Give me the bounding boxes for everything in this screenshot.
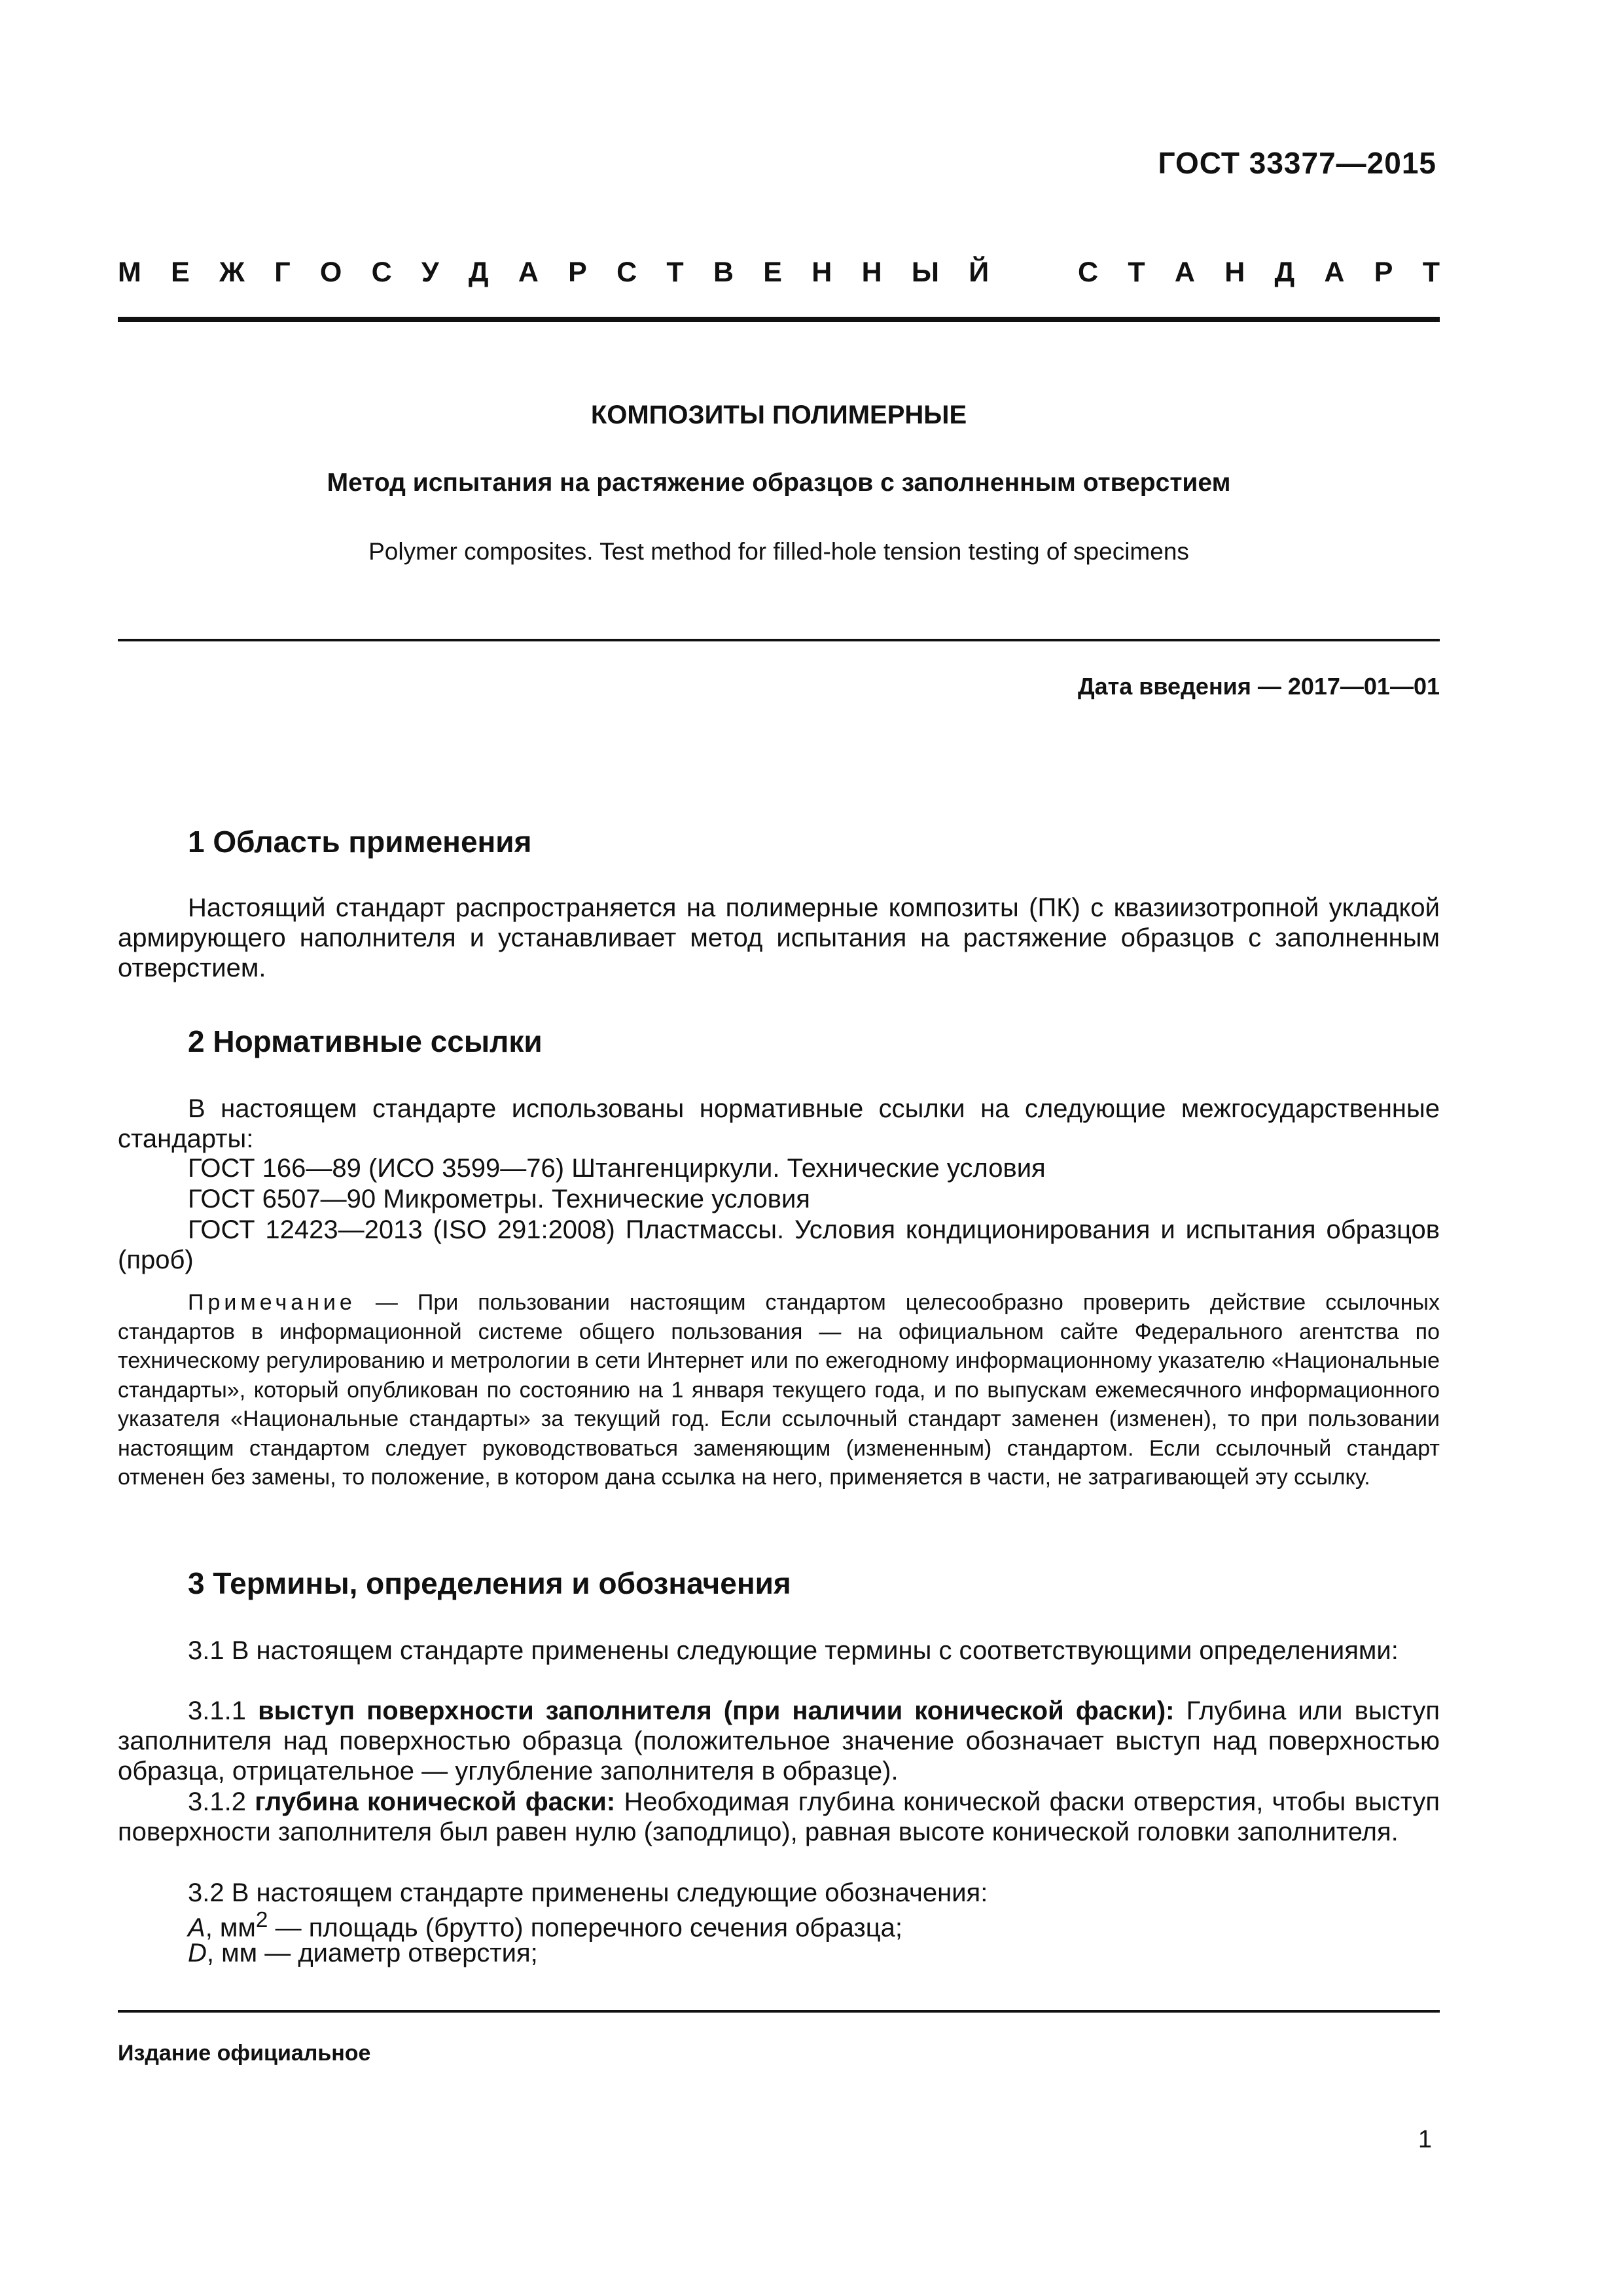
- term: глубина конической фаски:: [255, 1787, 616, 1816]
- section-3-heading: 3 Термины, определения и обозначения: [188, 1566, 791, 1600]
- document-kind-letter: Т: [666, 257, 684, 288]
- document-kind-letter: Т: [1128, 257, 1145, 288]
- document-kind-letter: Е: [763, 257, 782, 288]
- clause-3-2: 3.2 В настоящем стандарте применены следующие обозначения:: [188, 1878, 988, 1907]
- document-kind-letter: А: [1174, 257, 1195, 288]
- introduction-date: Дата введения — 2017—01—01: [1077, 673, 1440, 700]
- document-kind-letter: С: [616, 257, 637, 288]
- document-kind-letter: Р: [1374, 257, 1393, 288]
- section-1-body: Настоящий стандарт распространяется на полимерные композиты (ПК) с квазиизотропной укладкой армирующего наполнителя и устанавливает метод испытания на растяжение образцов с заполненным отверстием.: [118, 893, 1440, 982]
- normative-reference: ГОСТ 166—89 (ИСО 3599—76) Штангенциркули. Технические условия: [188, 1154, 1046, 1183]
- document-kind-letter: Ж: [219, 257, 245, 288]
- document-number: ГОСТ 33377—2015: [1158, 146, 1436, 180]
- document-kind-letter: Г: [274, 257, 291, 288]
- section-2-heading: 2 Нормативные ссылки: [188, 1024, 543, 1058]
- clause-3-1: 3.1 В настоящем стандарте применены следующие термины с соответствующими определениями:: [188, 1636, 1399, 1665]
- document-kind-letter: А: [518, 257, 539, 288]
- note-paragraph: Примечание — При пользовании настоящим стандартом целесообразно проверить действие ссылочных стандартов в информационной системе общего пользования — на официальном сайте Федерального агентства по техническому регулированию и метрологии в сети Интернет или по ежегодному информационному указателю «Национальные стандарты», который опубликован по состоянию на 1 января текущего года, и по выпускам ежемесячного информационного указателя «Национальные стандарты» за текущий год. Если ссылочный стандарт заменен (изменен), то при пользовании настоящим стандартом следует руководствоваться заменяющим (измененным) стандартом. Если ссылочный стандарт отменен без замены, то положение, в котором дана ссылка на него, применяется в части, не затрагивающей эту ссылку.: [118, 1290, 1440, 1490]
- term: выступ поверхности заполнителя (при наличии конической фаски):: [258, 1696, 1175, 1725]
- document-kind-letter: С: [1077, 257, 1099, 288]
- document-kind-letter: О: [319, 257, 342, 288]
- document-kind-letter: Д: [468, 257, 489, 288]
- symbol-definition: D, мм — диаметр отверстия;: [188, 1939, 538, 1967]
- document-kind-letter: Ы: [911, 257, 940, 288]
- document-kind-letter: У: [421, 257, 439, 288]
- document-kind-letter: М: [118, 257, 141, 288]
- clause-3-1-1: 3.1.1 выступ поверхности заполнителя (при наличии конической фаски): Глубина или выступ заполнителя над поверхностью образца (положительное значение обозначает выступ над поверхностью образца, отрицательное — углубление заполнителя в образце).: [118, 1696, 1440, 1785]
- standard-subtitle: Метод испытания на растяжение образцов с заполненным отверстием: [327, 469, 1231, 497]
- document-kind-letter: А: [1324, 257, 1345, 288]
- footer-rule: [118, 2010, 1440, 2013]
- document-kind-letter: Й: [969, 257, 990, 288]
- document-kind-letter: Н: [812, 257, 832, 288]
- section-2-intro: В настоящем стандарте использованы нормативные ссылки на следующие межгосударственные стандарты:: [118, 1094, 1440, 1153]
- header-rule: [118, 317, 1440, 322]
- title-rule: [118, 639, 1440, 641]
- normative-reference: ГОСТ 12423—2013 (ISO 291:2008) Пластмассы. Условия кондиционирования и испытания образцов (проб): [118, 1215, 1440, 1274]
- document-kind-letter: Е: [171, 257, 190, 288]
- document-kind-heading: [118, 257, 1440, 289]
- normative-reference: ГОСТ 6507—90 Микрометры. Технические условия: [188, 1185, 810, 1213]
- document-kind-letter: С: [371, 257, 392, 288]
- symbol-definition: A, $мм^2$ — площадь (брутто) поперечного сечения образца;: [188, 1908, 902, 1943]
- page-number: 1: [1418, 2126, 1432, 2153]
- standard-title: КОМПОЗИТЫ ПОЛИМЕРНЫЕ: [590, 401, 967, 429]
- document-kind-letter: Р: [568, 257, 587, 288]
- document-kind-letter: Т: [1422, 257, 1440, 288]
- document-kind-letter: Н: [1224, 257, 1245, 288]
- english-title: Polymer composites. Test method for filled-hole tension testing of specimens: [368, 538, 1189, 565]
- document-kind-letter: Д: [1274, 257, 1295, 288]
- note-label: Примечание: [188, 1290, 356, 1315]
- section-1-heading: 1 Область применения: [188, 825, 532, 859]
- official-edition-label: Издание официальное: [118, 2041, 371, 2066]
- document-kind-letter: В: [713, 257, 734, 288]
- clause-3-1-2: 3.1.2 глубина конической фаски: Необходимая глубина конической фаски отверстия, чтобы выступ поверхности заполнителя был равен нулю (заподлицо), равная высоте конической головки заполнителя.: [118, 1787, 1440, 1846]
- document-kind-letter: Н: [861, 257, 882, 288]
